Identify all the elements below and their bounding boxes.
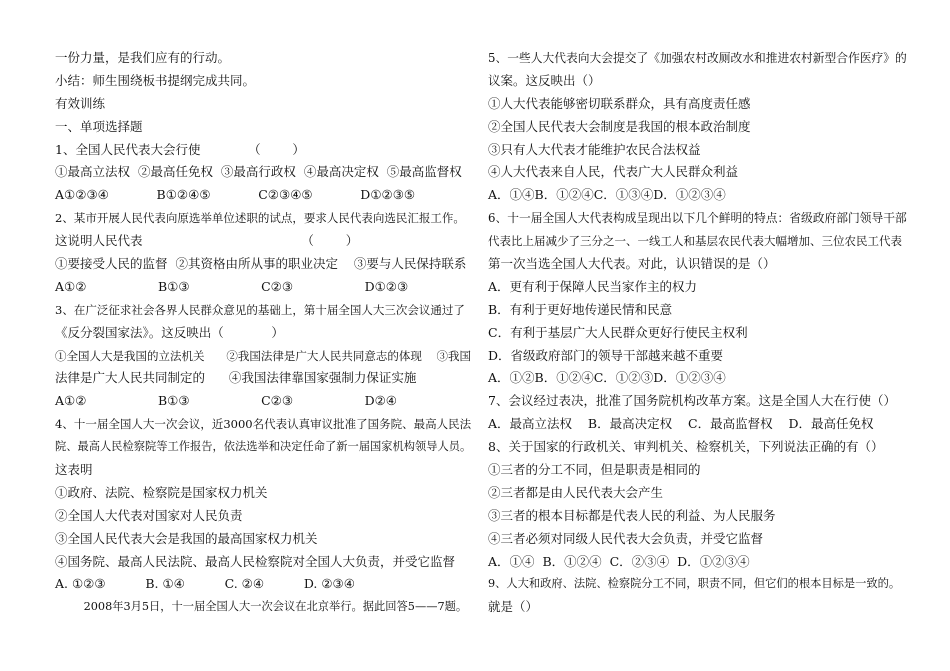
question-7: 7、会议经过表决，批准了国务院机构改革方案。这是全国人大在行使（）: [488, 393, 896, 409]
question-6-item: D．省级政府部门的领导干部越来越不重要: [488, 347, 724, 363]
question-3-items-cont: 法律是广大人民共同制定的 ④我国法律靠国家强制力保证实施: [55, 370, 417, 386]
question-3-cont: 《反分裂国家法》。这反映出（ ）: [55, 324, 284, 340]
question-1-options: A①②③④ B①②④⑤ C②③④⑤ D①②③⑤: [55, 187, 416, 203]
question-5-cont: 议案。这反映出（）: [488, 72, 601, 88]
question-4-options: A. ①②③ B. ①④ C. ②④ D. ②③④: [55, 576, 355, 592]
question-8-item: ④三者必须对同级人民代表大会负责，并受它监督: [488, 530, 764, 546]
question-1-items: ①最高立法权 ②最高任免权 ③最高行政权 ④最高决定权 ⑤最高监督权: [55, 164, 462, 180]
question-5: 5、一些人大代表向大会提交了《加强农村改厕改水和推进农村新型合作医疗》的: [488, 51, 907, 65]
left-column: [55, 47, 473, 619]
question-8-options: A．①④ B．①②④ C．②③④ D．①②③④: [488, 553, 750, 569]
question-6-options: A．①②B．①②④C．①②③D．①②③④: [488, 370, 726, 386]
question-2-options: A①② B①③ C②③ D①②③: [55, 278, 409, 294]
question-4: 4、十一届全国人大一次会议，近3000名代表认真审议批准了国务院、最高人民法: [55, 417, 472, 432]
question-6-cont: 代表比上届减少了三分之一、一线工人和基层农民代表大幅增加、三位农民工代表: [488, 234, 902, 249]
section-heading: 一、单项选择题: [55, 118, 143, 134]
question-6-item: A．更有利于保障人民当家作主的权力: [488, 278, 698, 294]
question-6-item: B．有利于更好地传递民情和民意: [488, 301, 673, 317]
question-3-options: A①② B①③ C②③ D②④: [55, 393, 398, 409]
question-8-item: ①三者的分工不同，但是职责是相同的: [488, 462, 701, 478]
question-5-item: ①人大代表能够密切联系群众，具有高度责任感: [488, 95, 751, 111]
text-line: 一份力量，是我们应有的行动。: [55, 50, 231, 65]
question-8-item: ③三者的根本目标都是代表人民的利益、为人民服务: [488, 507, 776, 523]
question-5-item: ②全国人民代表大会制度是我国的根本政治制度: [488, 118, 751, 134]
question-4-cont: 这表明: [55, 462, 93, 478]
question-2-cont: 这说明人民代表 （ ）: [55, 233, 359, 249]
question-8-item: ②三者都是由人民代表大会产生: [488, 484, 664, 500]
question-6-item: C．有利于基层广大人民群众更好行使民主权利: [488, 324, 748, 340]
question-7-options: A．最高立法权 B．最高决定权 C．最高监督权 D．最高任免权: [488, 416, 874, 432]
question-6: 6、十一届全国人大代表构成呈现出以下几个鲜明的特点：省级政府部门领导干部: [488, 211, 907, 226]
question-4-cont: 院、最高人民检察院等工作报告，依法选举和决定任命了新一届国家机构领导人员。: [55, 440, 472, 454]
question-5-item: ③只有人大代表才能维护农民合法权益: [488, 141, 701, 157]
question-3: 3、在广泛征求社会各界人民群众意见的基础上，第十届全国人大三次会议通过了: [55, 302, 465, 317]
question-4-item: ③全国人民代表大会是我国的最高国家权力机关: [55, 530, 318, 546]
question-9-cont: 就是（）: [488, 599, 539, 615]
question-4-item: ②全国人大代表对国家对人民负责: [55, 507, 243, 523]
text-line: 小结：师生围绕板书提纲完成共同。: [55, 72, 256, 88]
right-column: [488, 47, 908, 619]
question-4-item: ④国务院、最高人民法院、最高人民检察院对全国人大负责，并受它监督: [55, 553, 456, 569]
question-5-item: ④人大代表来自人民，代表广大人民群众利益: [488, 164, 739, 180]
question-1: 1、全国人民代表大会行使 （ ）: [55, 141, 305, 157]
section-heading: 有效训练: [55, 95, 106, 111]
question-5-options: A．①④B．①②④C．①③④D．①②③④: [488, 187, 726, 203]
question-8: 8、关于国家的行政机关、审判机关、检察机关，下列说法正确的有（）: [488, 439, 884, 455]
material-intro: 2008年3月5日，十一届全国人大一次会议在北京举行。据此回答5——7题。: [55, 600, 468, 614]
question-9: 9、人大和政府、法院、检察院分工不同，职责不同，但它们的根本目标是一致的。: [488, 577, 901, 591]
question-3-items: ①全国人大是我国的立法机关 ②我国法律是广大人民共同意志的体现 ③我国: [55, 348, 472, 363]
question-4-item: ①政府、法院、检察院是国家权力机关: [55, 484, 268, 500]
question-2: 2、某市开展人民代表向原选举单位述职的试点，要求人民代表向选民汇报工作。: [55, 211, 465, 226]
question-6-cont: 第一次当选全国人大代表。对此，认识错误的是（）: [488, 256, 776, 272]
question-2-items: ①要接受人民的监督 ②其资格由所从事的职业决定 ③要与人民保持联系: [55, 256, 467, 272]
